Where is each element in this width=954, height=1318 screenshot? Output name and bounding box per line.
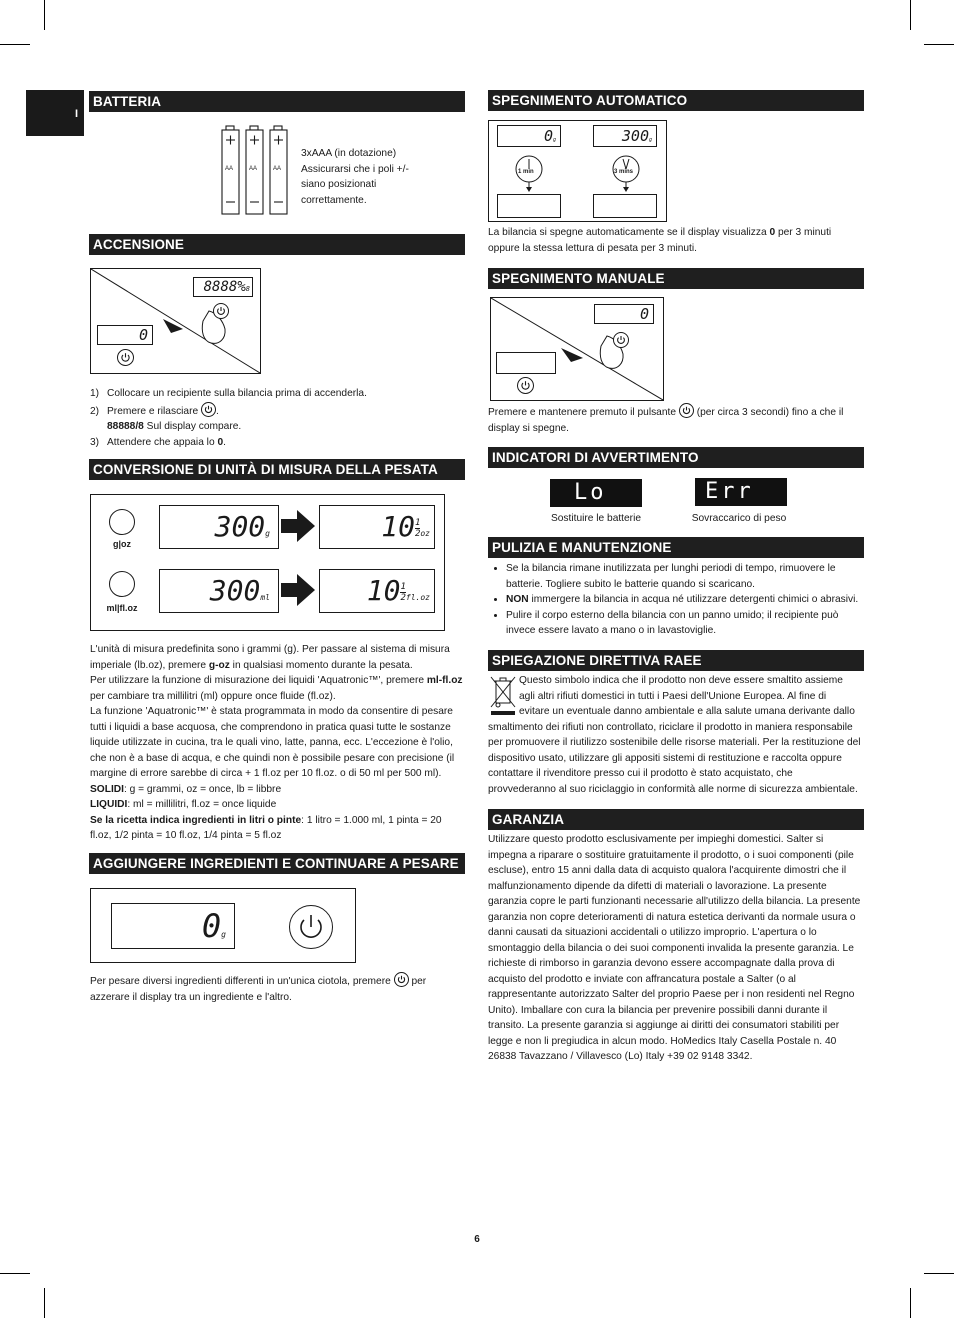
text-bold: NON (506, 594, 529, 605)
lcd-display (111, 903, 235, 949)
conversione-text (90, 642, 464, 844)
aggiungere-text (90, 972, 466, 1005)
lcd-value: 10 (366, 574, 401, 607)
section-header-accensione: ACCENSIONE (89, 234, 465, 255)
paragraph (90, 782, 464, 798)
text-line: correttamente. (301, 194, 367, 206)
step-text: . (216, 405, 219, 417)
text-line: agli altri rifiuti domestici in tutti i Paesi dell'Unione Europea. Al fine di (519, 690, 827, 702)
crop-mark (910, 0, 911, 30)
arrow-right-icon (281, 574, 315, 606)
lcd-value: 8888 (203, 279, 238, 295)
text-line: siano posizionati (301, 179, 377, 190)
text-line: 3xAAA (in dotazione) (301, 148, 397, 159)
text: per 3 minuti oppure la stessa lettura di pesata per 3 minuti. (488, 227, 832, 254)
text: L'unità di misura predefinita sono i grammi (g). Per passare al sistema di misura imperiale (lb.oz), premere (90, 644, 450, 671)
pulizia-list (488, 561, 862, 639)
battery-text (301, 146, 451, 208)
list-item: • Pulire il corpo esterno della bilancia con un panno umido; il recipiente può invece essere lavato a mano o in lavastoviglie. (506, 608, 862, 639)
step-3 (90, 435, 462, 451)
lcd-display (319, 569, 435, 613)
text-bold: SOLIDI (90, 783, 124, 795)
step-text: Premere e rilasciare (107, 405, 199, 417)
text: Per utilizzare la funzione di misurazione dei liquidi 'Aquatronic™', premere (90, 675, 427, 686)
lcd-value: Lo (574, 480, 607, 505)
paragraph: La funzione 'Aquatronic™' è stata programmata in modo da consentire di pesare tutti i liquidi a base acquosa, che comprendono in pratica quasi tutte le sostanze liquide utilizzate in cucina, tra le quali vino, latte, panna, ecc. L'eccezione è l'olio, che non è a base di acqua, e che quindi non è possibile pesare con precisione (il margine di errore sarebbe di circa + 1 fl.oz per 10 fl.oz. o di 50 ml per 500 ml). (90, 706, 455, 779)
list-item: • Se la bilancia rimane inutilizzata per lunghi periodi di tempo, rimuovere le batterie. Togliere subito le batterie quando si scaricano. (506, 561, 862, 592)
paragraph (90, 642, 464, 673)
text: per cambiare tra millilitri (ml) oppure once fluide (fl.oz). (90, 690, 336, 702)
crop-mark (0, 44, 30, 45)
text: La bilancia si spegne automaticamente se il display visualizza (488, 227, 770, 238)
lcd-value: 300 (214, 510, 266, 543)
lcd-value: 0 (639, 305, 649, 323)
lcd-value: 0 (138, 326, 148, 344)
text: in qualsiasi momento durante la pesata. (229, 659, 413, 671)
lcd-display (159, 569, 279, 613)
lcd-value: Err (705, 479, 754, 504)
spegnimento-auto-text (488, 225, 860, 256)
lcd-unit: ml (260, 593, 270, 602)
paragraph: smaltimento dei rifiuti non controllato, riciclare il prodotto in maniera responsabile per promuovere il riutilizzo sostenibile delle risorse materiali. Per la restituzione del dispositivo usato, utilizzare gli appositi sistemi di restituzione e raccolta oppure contattare il rivenditore presso cui il prodotto è stato acquistato, che provvederanno al suo riciclaggio in conformità alle norme di sicurezza ambientale. (488, 721, 861, 795)
power-icon (394, 972, 409, 987)
lcd-display (594, 304, 654, 324)
lcd-display (159, 505, 279, 549)
lcd-unit: oz (420, 529, 430, 538)
step-text: Attendere che appaia lo (107, 436, 218, 448)
unit-button-label: ml|fl.oz (106, 603, 138, 613)
step-1 (90, 386, 462, 402)
crop-mark (910, 1288, 911, 1318)
text-bold: g-oz (208, 659, 230, 671)
lcd-low-battery (550, 479, 642, 507)
lcd-display-blank (593, 194, 657, 218)
section-header-spegnimento-manuale: SPEGNIMENTO MANUALE (488, 268, 864, 289)
crop-mark (44, 1288, 45, 1318)
arrow-right-icon (281, 510, 315, 542)
section-header-garanzia: GARANZIA (488, 809, 864, 830)
battery-label: AA (225, 166, 234, 172)
lcd-value: 300 (209, 574, 261, 607)
timer-label: 1 min (518, 169, 534, 175)
battery-label: AA (249, 166, 258, 172)
timer-label: 3 mins (614, 169, 634, 175)
power-icon (289, 905, 333, 949)
lcd-display-blank (497, 194, 561, 218)
crop-mark (0, 1273, 30, 1274)
lcd-display-bottom (97, 325, 153, 345)
indicator-label: Sovraccarico di peso (691, 513, 787, 524)
lcd-value: 0 (543, 127, 553, 145)
section-header-batteria: BATTERIA (89, 91, 465, 112)
lcd-unit: 8 (245, 285, 250, 293)
garanzia-text: Utilizzare questo prodotto esclusivamente per impieghi domestici. Salter si impegna a riparare o sostituire gratuitamente il prodotto, o i suoi componenti (pile escluse), entro 15 anni dalla data di acquisto qualora l'acquirente dimostri che il malfunzionamento dipende da difetti di materiali o lavorazione. La presente garanzia copre le parti funzionanti necessarie all'utilizzo della bilancia. La presente garanzia non copre deterioramenti di natura estetica derivanti da normale usura o danni causati da situazioni accidentali o utilizzo improprio. L'apertura o lo smontaggio della bilancia o dei suoi componenti invalida la presente garanzia. Le richieste di rimborso in garanzia devono essere accompagnate dalla prova di acquisto del prodotto e inviate con affrancatura postale a Salter (o al rappresentante autorizzato Salter del proprio Paese per i non residenti nel Regno Unito). Imballare con cura la bilancia per prevenire possibili danni durante il transito. La presente garanzia si aggiunge ai diritti dei consumatori stabiliti per legge e non li pregiudica in alcun modo. HoMedics Italy Casella Postale n. 40 26838 Tavazzano / Villavesco (Lo) Italy +39 02 9148 3342. (488, 834, 861, 1062)
lcd-suffix: % (237, 279, 246, 295)
battery-label: AA (273, 166, 282, 172)
step-number: 1) (90, 388, 100, 399)
unit-button-ml-floz (109, 571, 135, 597)
conversione-illustration (90, 494, 445, 631)
text: Per pesare diversi ingredienti differenti in un'unica ciotola, premere (90, 976, 391, 987)
lcd-unit: g (265, 529, 270, 538)
aggiungere-illustration (90, 888, 356, 963)
step-2 (90, 402, 462, 420)
paragraph (90, 797, 464, 813)
indicator-label: Sostituire le batterie (550, 513, 642, 524)
crop-mark (924, 1273, 954, 1274)
crop-mark (924, 44, 954, 45)
text-line: Assicurarsi che i poli +/- (301, 163, 409, 175)
lcd-unit: fl.oz (405, 593, 430, 602)
text: immergere la bilancia in acqua né utilizzare detergenti chimici o abrasivi. (528, 594, 859, 605)
step-bold: 88888/8 (107, 421, 144, 432)
section-header-indicatori: INDICATORI DI AVVERTIMENTO (488, 447, 864, 468)
lcd-value: 10 (381, 510, 415, 543)
section-header-pulizia: PULIZIA E MANUTENZIONE (488, 537, 864, 558)
step-number: 2) (90, 405, 100, 417)
text: per azzerare il display tra un ingrediente e l'altro. (90, 976, 427, 1003)
section-header-conversione: CONVERSIONE DI UNITÀ DI MISURA DELLA PESATA (89, 459, 465, 480)
text: : 1 litro = 1.000 ml, 1 pinta = 20 fl.oz, 1/2 pinta = 10 fl.oz, 1/4 pinta = 5 fl.oz (90, 814, 442, 841)
unit-button-g-oz (109, 509, 135, 535)
text-bold: 0 (769, 227, 776, 238)
battery-illustration (220, 124, 290, 216)
lcd-fraction: 1 (414, 517, 421, 528)
lcd-unit: g (552, 137, 556, 143)
text: : g = grammi, oz = once, lb = libbre (123, 783, 282, 795)
text: Premere e mantenere premuto il pulsante (488, 407, 677, 418)
step-bold: 0 (217, 436, 224, 448)
lcd-unit: g (648, 137, 652, 143)
text-bold: Se la ricetta indica ingredienti in litri o pinte (90, 814, 302, 826)
list-item (506, 592, 862, 608)
language-tab (26, 90, 84, 136)
lcd-error (695, 478, 787, 506)
power-icon (613, 332, 629, 348)
spegnimento-man-text (488, 403, 860, 436)
spegnimento-man-illustration (490, 297, 664, 401)
text-bold: LIQUIDI (90, 799, 128, 810)
step-text: Sul display compare. (143, 421, 242, 432)
raee-text (488, 673, 862, 797)
lcd-value: 0 (201, 907, 222, 945)
lcd-fraction: 1 (400, 581, 406, 592)
section-header-spegnimento-automatico: SPEGNIMENTO AUTOMATICO (488, 90, 864, 111)
step-text: Collocare un recipiente sulla bilancia prima di accenderla. (107, 388, 367, 399)
text-bold: ml-fl.oz (426, 675, 463, 686)
crop-mark (44, 0, 45, 30)
power-icon (679, 403, 694, 418)
language-tab-label: I (74, 108, 78, 120)
step-2b (90, 419, 462, 435)
lcd-display-top (193, 277, 253, 297)
section-header-aggiungere: AGGIUNGERE INGREDIENTI E CONTINUARE A PESARE (89, 853, 465, 874)
lcd-unit: g (221, 930, 226, 939)
power-icon (201, 402, 216, 417)
lcd-fraction: 2 (414, 528, 421, 539)
power-icon (213, 303, 229, 319)
section-header-raee: SPIEGAZIONE DIRETTIVA RAEE (488, 650, 864, 671)
spegnimento-auto-illustration (488, 120, 667, 222)
accensione-illustration (90, 268, 261, 374)
lcd-display-blank (496, 352, 556, 374)
text-line: evitare un eventuale danno ambientale e alla salute umana derivante dallo (519, 706, 855, 717)
power-icon (517, 377, 534, 394)
power-icon (117, 349, 134, 366)
paragraph (90, 673, 464, 704)
lcd-display (319, 505, 435, 549)
paragraph (90, 813, 464, 844)
lcd-value: 300 (621, 127, 649, 145)
step-number: 3) (90, 436, 100, 448)
accensione-steps (90, 386, 462, 450)
page-number: 6 (474, 1234, 480, 1245)
unit-button-label: g|oz (112, 539, 131, 549)
text: : ml = millilitri, fl.oz = once liquide (127, 799, 277, 810)
lcd-fraction: 2 (400, 592, 406, 603)
text: (per circa 3 secondi) fino a che il display si spegne. (488, 407, 844, 434)
text-line: Questo simbolo indica che il prodotto non deve essere smaltito assieme (519, 675, 843, 686)
step-text: . (223, 436, 226, 448)
